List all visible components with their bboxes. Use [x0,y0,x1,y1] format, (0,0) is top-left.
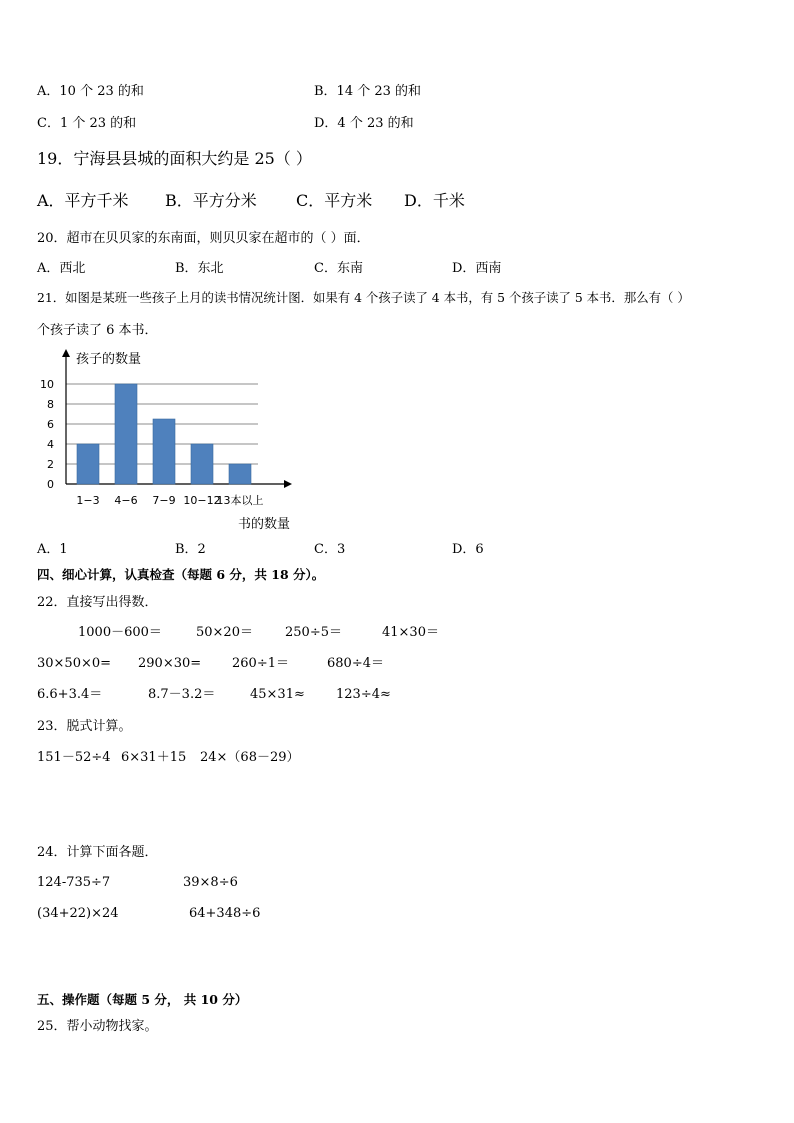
q23-item-1: 151－52÷4 [37,750,111,765]
q22-r3-c3: 45×31≈ [250,687,305,702]
q20-stem: 20．超市在贝贝家的东南面，则贝贝家在超市的（ ）面． [37,231,370,246]
chart-bar-2 [115,384,137,484]
q22-stem: 22．直接写出得数． [37,595,158,610]
chart-xlabel: 书的数量 [238,517,291,532]
reading-bar-chart [36,346,316,536]
q22-r2-c1: 30×50×0= [37,656,112,671]
chart-y-axis-arrow [62,349,70,357]
q24-item-1: 124-735÷7 [37,875,111,890]
q20-option-a: A．西北 [37,261,86,276]
chart-bar-5 [229,464,251,484]
q21-option-c: C．3 [314,542,346,557]
q22-r1-c4: 41×30＝ [382,625,439,640]
q19-stem: 19．宁海县县城的面积大约是 25（ ） [37,149,312,168]
q22-r3-c1: 6.6+3.4＝ [37,687,103,702]
chart-bar-4 [191,444,213,484]
q18-option-a: A．10 个 23 的和 [37,84,144,99]
q25-stem: 25．帮小动物找家。 [37,1019,158,1034]
q24-item-2: 39×8÷6 [183,875,238,890]
q24-item-4: 64+348÷6 [189,906,261,921]
q18-option-b: B．14 个 23 的和 [314,84,422,99]
q23-item-3: 24×（68－29） [200,750,300,765]
q18-option-d: D．4 个 23 的和 [314,116,414,131]
section4-heading: 四、细心计算，认真检查（每题 6 分，共 18 分）。 [37,567,325,582]
chart-ytick-label-8: 8 [47,398,54,411]
q19-option-a: A．平方千米 [37,191,129,210]
q21-option-d: D．6 [452,542,484,557]
q20-option-d: D．西南 [452,261,502,276]
chart-ytick-label-0: 0 [47,478,54,491]
q23-stem: 23．脱式计算。 [37,719,132,734]
q22-r2-c3: 260÷1＝ [232,656,289,671]
q24-stem: 24．计算下面各题． [37,845,158,860]
q21-option-b: B．2 [175,542,206,557]
chart-category-label-3: 7−9 [152,494,176,507]
chart-bar-1 [77,444,99,484]
q20-option-b: B．东北 [175,261,224,276]
section5-heading: 五、操作题（每题 5 分， 共 10 分） [37,992,248,1007]
chart-ytick-label-6: 6 [47,418,54,431]
q22-r1-c1: 1000－600＝ [78,625,162,640]
q23-item-2: 6×31＋15 [121,750,187,765]
chart-ytick-label-4: 4 [47,438,54,451]
q19-option-c: C．平方米 [296,191,373,210]
q21-option-a: A．1 [37,542,68,557]
q19-option-d: D．千米 [404,191,465,210]
chart-ylabel: 孩子的数量 [76,352,142,367]
chart-category-label-1: 1−3 [76,494,100,507]
q22-r2-c4: 680÷4＝ [327,656,384,671]
chart-ytick-label-2: 2 [47,458,54,471]
q22-r3-c4: 123÷4≈ [336,687,391,702]
chart-category-label-2: 4−6 [114,494,138,507]
q22-r2-c2: 290×30= [138,656,202,671]
q20-option-c: C．东南 [314,261,363,276]
q19-option-b: B．平方分米 [165,191,257,210]
q22-r1-c2: 50×20＝ [196,625,253,640]
chart-category-label-5: 13本以上 [216,494,264,507]
chart-ytick-label-10: 10 [40,378,54,391]
chart-category-label-4: 10−12 [183,494,221,507]
q22-r3-c2: 8.7－3.2＝ [148,687,216,702]
q22-r1-c3: 250÷5＝ [285,625,342,640]
q24-item-3: (34+22)×24 [37,906,119,921]
q21-stem-line1: 21．如图是某班一些孩子上月的读书情况统计图．如果有 4 个孩子读了 4 本书，有 5 个孩子读了 5 本书．那么有（ ） [37,290,690,305]
q18-option-c: C．1 个 23 的和 [37,116,137,131]
chart-x-axis-arrow [284,480,292,488]
chart-bar-3 [153,419,175,484]
q21-stem-line2: 个孩子读了 6 本书． [37,323,158,338]
